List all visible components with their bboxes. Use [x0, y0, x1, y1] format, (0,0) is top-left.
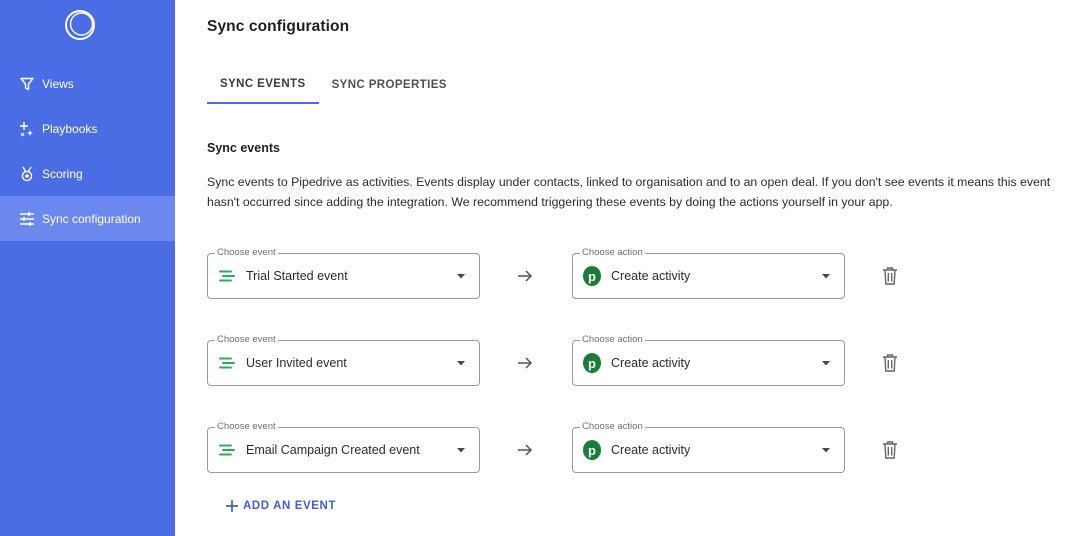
sidebar-item-scoring[interactable] — [0, 151, 175, 196]
sidebar-item-label: Sync configuration — [42, 211, 141, 226]
pipedrive-logo-letter: p — [583, 353, 601, 373]
event-mapping-row — [207, 247, 927, 299]
sidebar-item-label: Views — [42, 76, 74, 91]
event-select-value: Trial Started event — [246, 269, 348, 283]
sparkle-icon — [18, 120, 36, 138]
pipedrive-icon — [583, 441, 601, 459]
pipedrive-logo-letter: p — [583, 440, 601, 460]
arrow-right-icon — [516, 441, 534, 459]
action-select[interactable] — [572, 421, 845, 473]
tab-bar — [207, 66, 460, 104]
event-mapping-row — [207, 334, 927, 386]
sidebar-item-label: Playbooks — [42, 121, 98, 136]
chevron-down-icon — [821, 445, 831, 455]
action-select[interactable] — [572, 247, 845, 299]
event-select[interactable] — [207, 421, 480, 473]
tab-sync-properties[interactable]: SYNC PROPERTIES — [331, 79, 447, 91]
event-select[interactable] — [207, 247, 480, 299]
sliders-icon — [18, 210, 36, 228]
sidebar-item-label: Scoring — [42, 166, 83, 181]
sidebar — [0, 0, 175, 536]
event-icon — [218, 441, 236, 459]
action-select-value: Create activity — [611, 443, 691, 457]
filter-icon — [18, 75, 36, 93]
plus-icon — [225, 499, 239, 513]
event-select-label: Choose event — [217, 421, 276, 432]
event-select[interactable] — [207, 334, 480, 386]
add-event-label: ADD AN EVENT — [243, 500, 337, 512]
chevron-down-icon — [821, 271, 831, 281]
event-icon — [218, 267, 236, 285]
action-select-value: Create activity — [611, 356, 691, 370]
chevron-down-icon — [821, 358, 831, 368]
event-icon — [218, 354, 236, 372]
add-event-button[interactable] — [225, 497, 336, 515]
main-content — [175, 0, 1080, 536]
arrow-right-icon — [516, 354, 534, 372]
page-title: Sync configuration — [207, 18, 350, 35]
sidebar-item-views[interactable] — [0, 61, 175, 106]
chevron-down-icon — [456, 358, 466, 368]
circle-logo-icon[interactable] — [63, 9, 97, 41]
tab-sync-events[interactable]: SYNC EVENTS — [207, 66, 319, 104]
event-select-label: Choose event — [217, 334, 276, 345]
section-title: Sync events — [207, 141, 280, 155]
arrow-right-icon — [516, 267, 534, 285]
action-select-label: Choose action — [582, 247, 643, 258]
event-mapping-row — [207, 421, 927, 473]
sidebar-item-playbooks[interactable] — [0, 106, 175, 151]
event-select-label: Choose event — [217, 247, 276, 258]
sidebar-item-sync-configuration[interactable] — [0, 196, 175, 241]
trash-icon[interactable] — [881, 353, 899, 373]
action-select-value: Create activity — [611, 269, 691, 283]
event-select-value: User Invited event — [246, 356, 347, 370]
action-select[interactable] — [572, 334, 845, 386]
pipedrive-logo-letter: p — [583, 266, 601, 286]
action-select-label: Choose action — [582, 334, 643, 345]
chevron-down-icon — [456, 445, 466, 455]
section-description: Sync events to Pipedrive as activities. Events display under contacts, linked to organisation and to an open deal. If you don't see events it means this event hasn't occurred since adding the integration. We recommend triggering these events by doing the actions yourself in your app. — [207, 175, 1051, 209]
pipedrive-icon — [583, 354, 601, 372]
action-select-label: Choose action — [582, 421, 643, 432]
chevron-down-icon — [456, 271, 466, 281]
medal-icon — [18, 165, 36, 183]
trash-icon[interactable] — [881, 440, 899, 460]
trash-icon[interactable] — [881, 266, 899, 286]
pipedrive-icon — [583, 267, 601, 285]
event-select-value: Email Campaign Created event — [246, 443, 420, 457]
